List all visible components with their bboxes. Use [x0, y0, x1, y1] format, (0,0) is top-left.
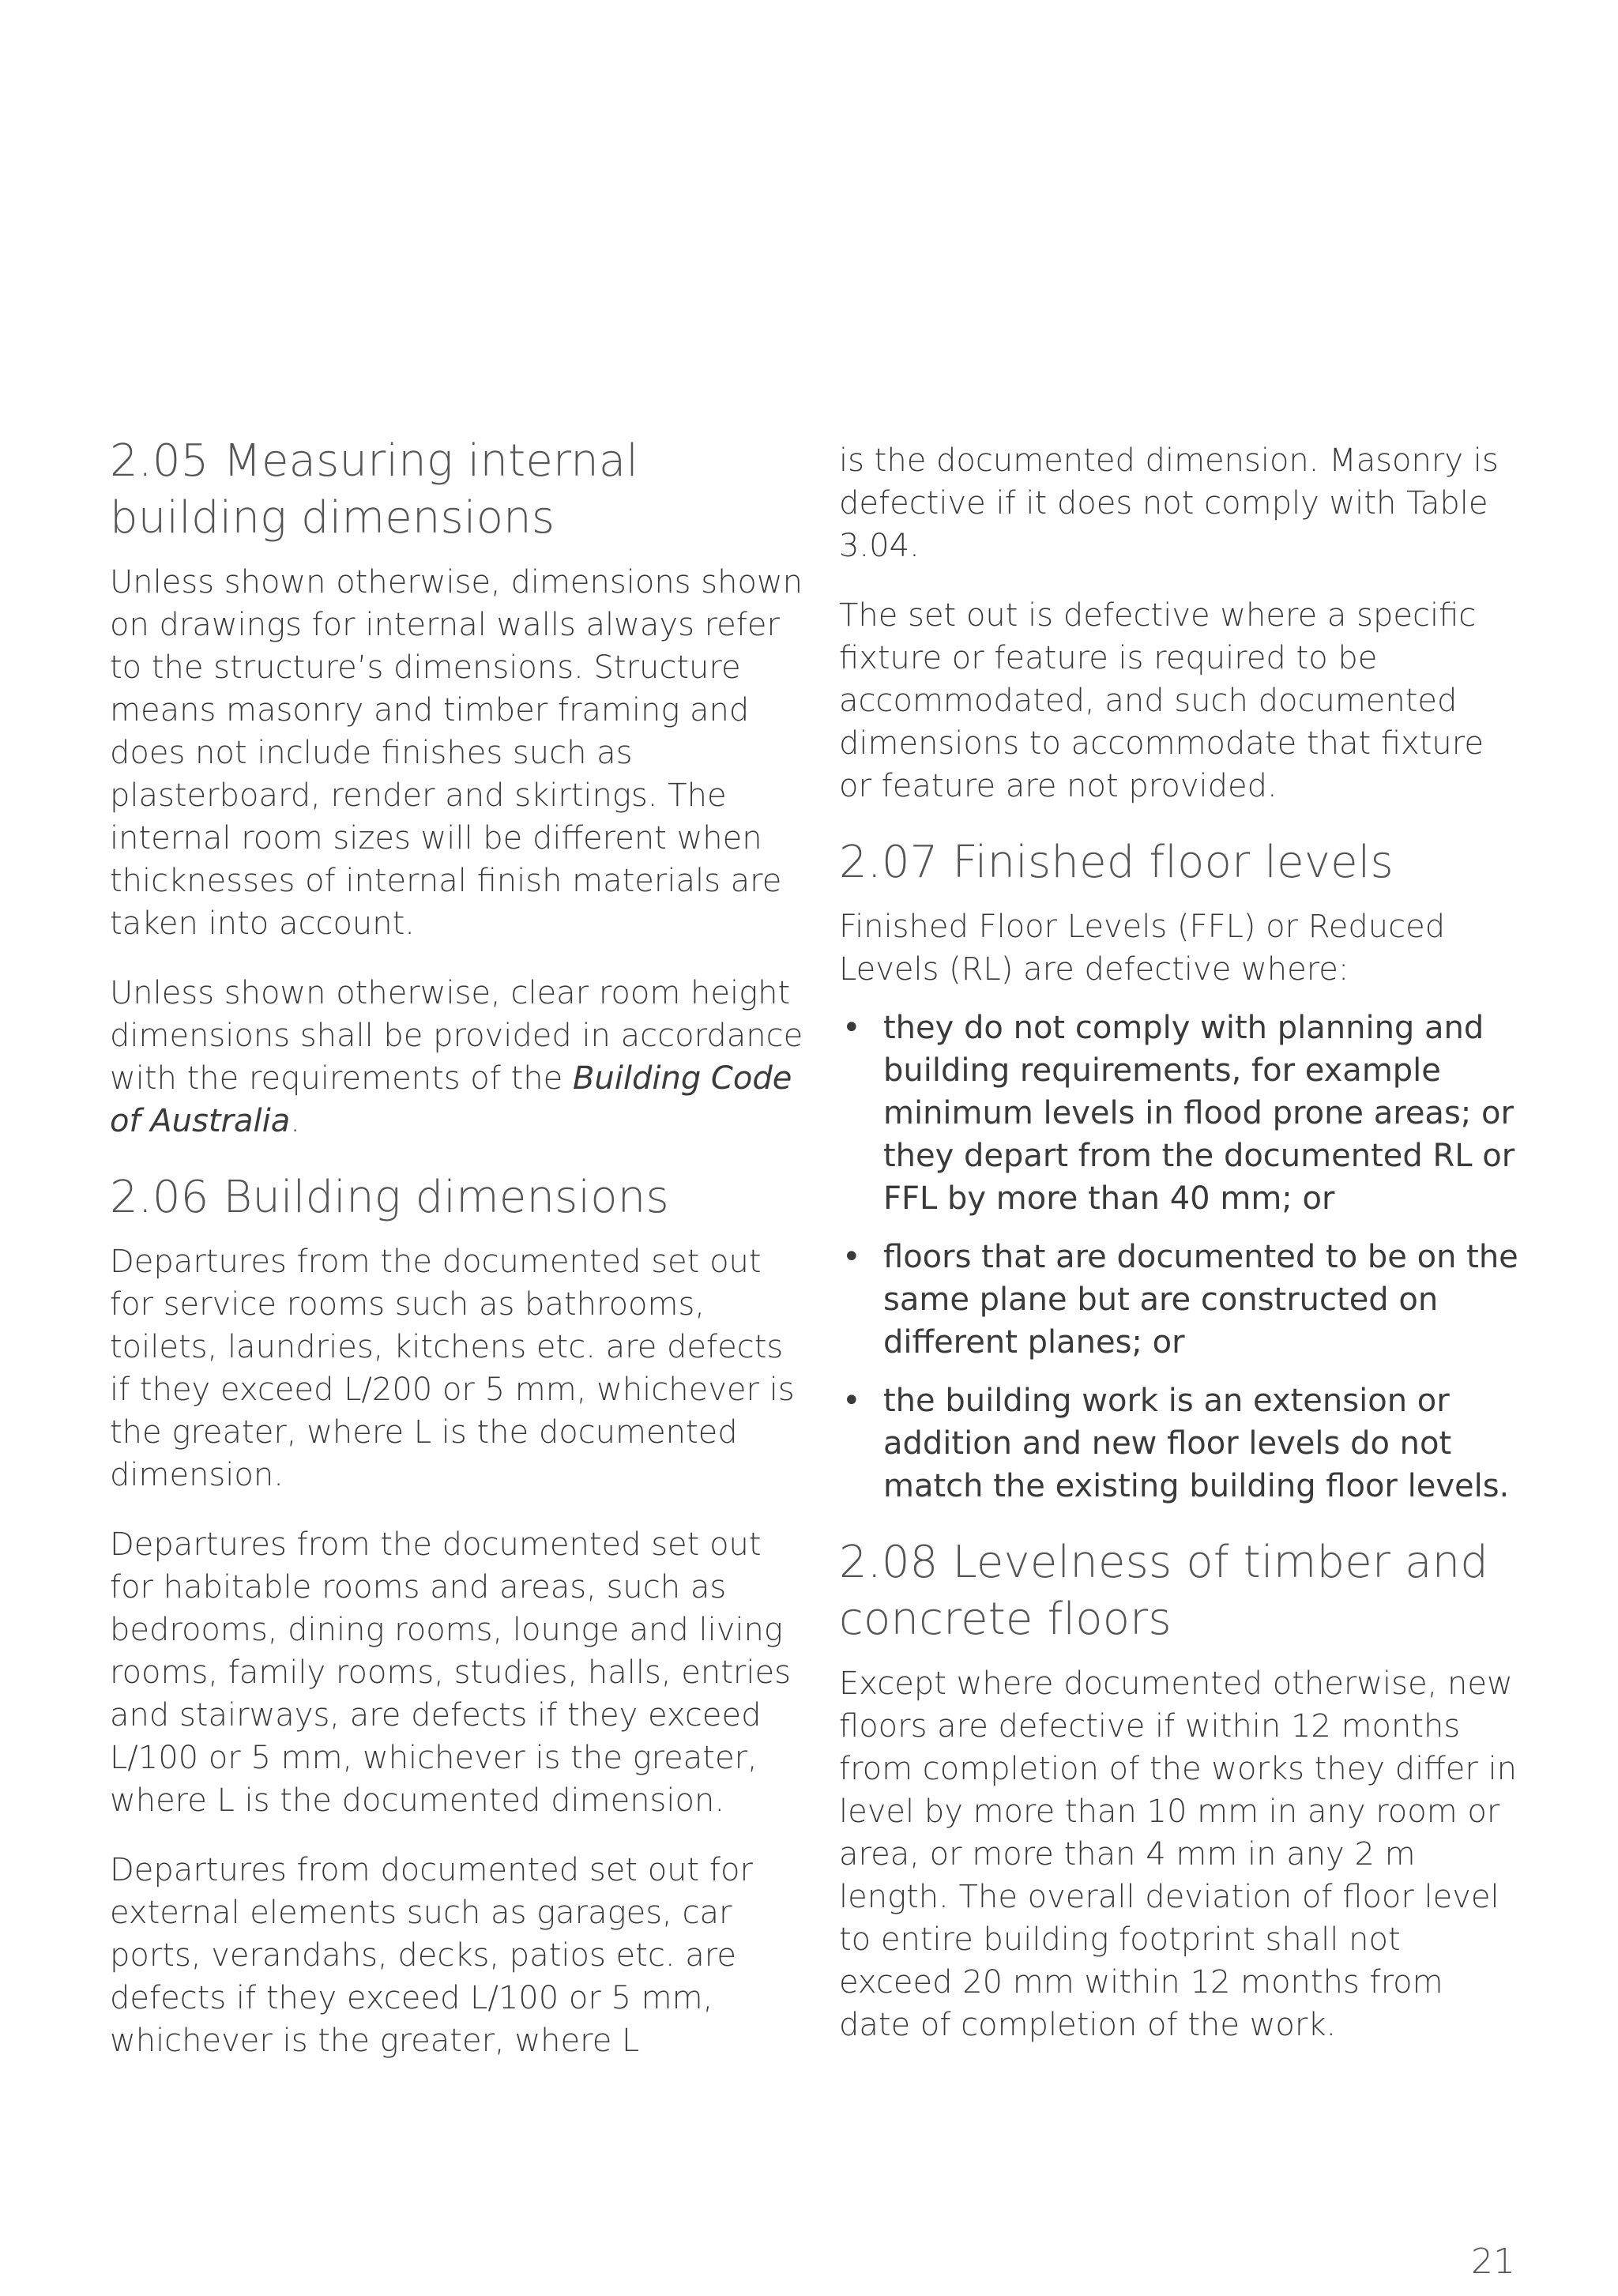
- paragraph-2-06-setout: The set out is defective where a specific fixture or feature is required to be accommodated, and such documented dimensions to accommodate that fixture or feature are not provided.: [839, 597, 1484, 804]
- paragraph-2-05-2-text-a: Unless shown otherwise, clear room height dimensions shall be provided in accordance with the requirements of the: [110, 975, 803, 1097]
- paragraph-2-05-2-text-b: .: [290, 1103, 300, 1139]
- page-number: 21: [1471, 2241, 1515, 2282]
- bullet-icon: •: [842, 1010, 861, 1046]
- heading-2-05: 2.05 Measuring internal building dimensions: [110, 435, 639, 544]
- list-item: [839, 1007, 1518, 1220]
- list-item-text: the building work is an extension or addition and new floor levels do not match the existing building floor levels.: [883, 1383, 1510, 1504]
- paragraph-2-05-2: [110, 972, 805, 1142]
- paragraph-2-05-1: Unless shown otherwise, dimensions shown on drawings for internal walls always refer to the structure’s dimensions. Structure means masonry and timber framing and does not include finishes such as plasterboard, render and skirtings. The internal room sizes will be different when thicknesses of internal finish materials are taken into account.: [110, 564, 803, 942]
- paragraph-2-06-1: Departures from the documented set out for service rooms such as bathrooms, toilets, laundries, kitchens etc. are defects if they exceed L/200 or 5 mm, whichever is the greater, where L is the documented dimension.: [110, 1244, 795, 1493]
- right-column: [839, 433, 1518, 2073]
- building-code-title: Building Code of Australia: [110, 1060, 792, 1139]
- paragraph-2-07-intro: Finished Floor Levels (FFL) or Reduced Levels (RL) are defective where:: [839, 909, 1446, 988]
- list-item-text: floors that are documented to be on the same plane but are constructed on different planes; or: [883, 1239, 1518, 1361]
- heading-2-08: 2.08 Levelness of timber and concrete floors: [839, 1537, 1489, 1645]
- paragraph-2-06-3: Departures from documented set out for external elements such as garages, car ports, verandahs, decks, patios etc. are defects if they exceed L/100 or 5 mm, whichever is the greater, where L: [110, 1852, 753, 2059]
- paragraph-2-06-2: Departures from the documented set out for habitable rooms and areas, such as bedrooms, dining rooms, lounge and living rooms, family rooms, studies, halls, entries and stairways, are defects if they exceed L/100 or 5 mm, whichever is the greater, where L is the documented dimension.: [110, 1526, 791, 1819]
- left-column: [110, 433, 805, 2089]
- heading-2-06: 2.06 Building dimensions: [110, 1172, 669, 1223]
- heading-2-07: 2.07 Finished floor levels: [839, 837, 1394, 888]
- list-2-07: [839, 1007, 1518, 1507]
- bullet-icon: •: [842, 1239, 861, 1275]
- list-item: [839, 1236, 1518, 1364]
- paragraph-2-06-continuation: is the documented dimension. Masonry is defective if it does not comply with Table 3.04.: [839, 442, 1499, 564]
- paragraph-2-08-1: Except where documented otherwise, new floors are defective if within 12 months from completion of the works they differ in level by more than 10 mm in any room or area, or more than 4 mm in any 2 m length. The overall deviation of floor level to entire building footprint shall not exceed 20 mm within 12 months from date of completion of the work.: [839, 1666, 1517, 2043]
- list-item-text: they do not comply with planning and building requirements, for example minimum levels in flood prone areas; or they depart from the documented RL or FFL by more than 40 mm; or: [883, 1010, 1515, 1217]
- bullet-icon: •: [842, 1383, 861, 1419]
- list-item: [839, 1379, 1518, 1507]
